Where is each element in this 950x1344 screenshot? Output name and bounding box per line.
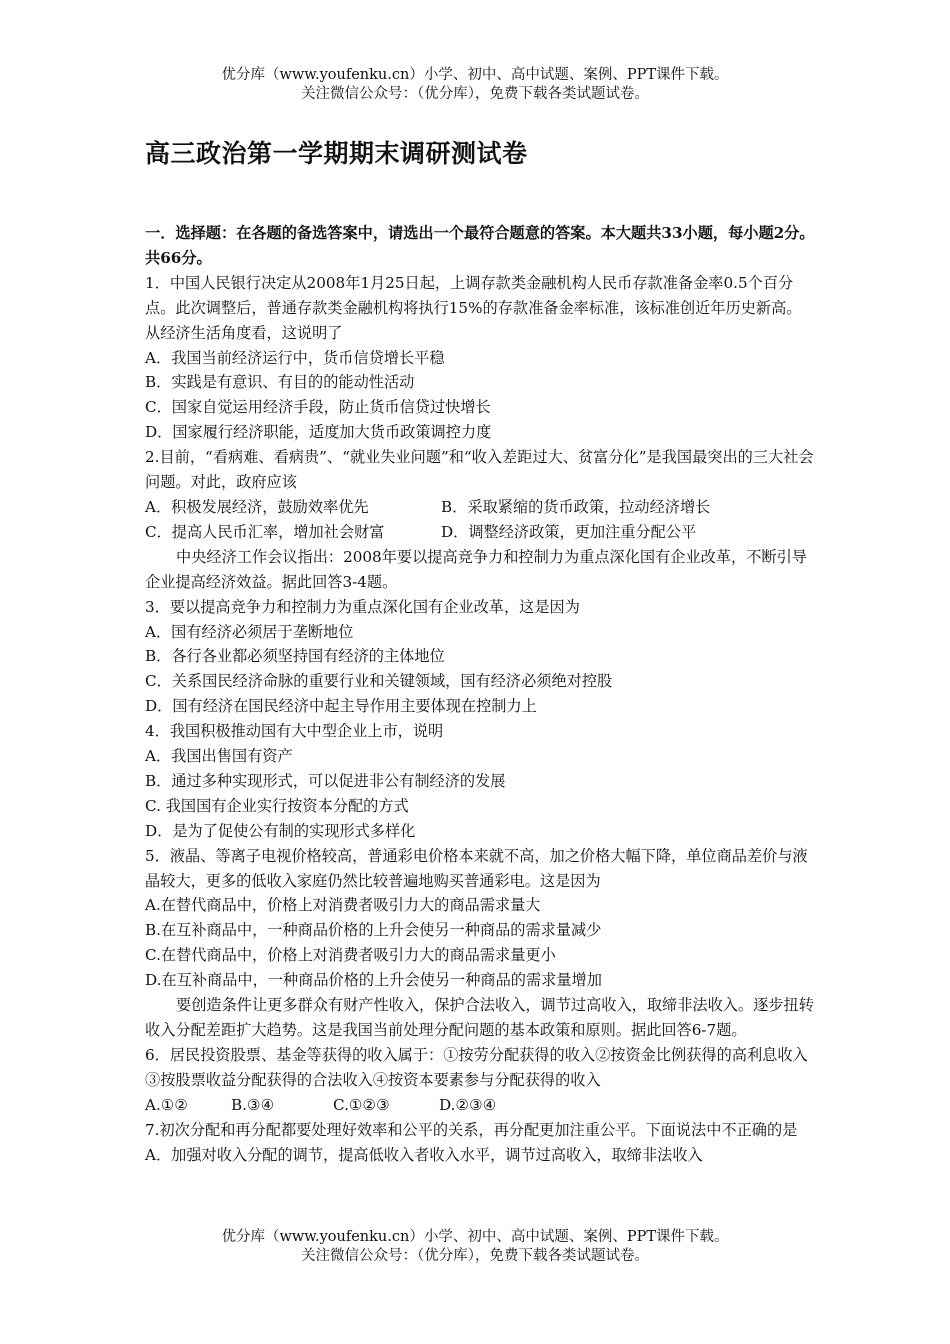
question-5-option-d: D.在互补商品中，一种商品价格的上升会使另一种商品的需求量增加 <box>145 971 602 990</box>
question-5-option-a: A.在替代商品中，价格上对消费者吸引力大的商品需求量大 <box>145 896 541 915</box>
section-heading: 一．选择题：在各题的备选答案中，请选出一个最符合题意的答案。本大题共33小题，每小题2分。共66分。 <box>145 224 815 267</box>
question-5-stem: 5．液晶、等离子电视价格较高，普通彩电价格本来就不高，加之价格大幅下降，单位商品差价与液晶较大，更多的低收入家庭仍然比较普遍地购买普通彩电。这是因为 <box>145 846 808 890</box>
question-3-option-c: C．关系国民经济命脉的重要行业和关键领域，国有经济必须绝对控股 <box>145 672 613 691</box>
question-4-stem: 4．我国积极推动国有大中型企业上市，说明 <box>145 722 444 741</box>
question-2-stem: 2.目前，“看病难、看病贵”、“就业失业问题”和“收入差距过大、贫富分化”是我国最突出的三大社会问题。对此，政府应该 <box>145 448 814 492</box>
question-2-option-d: D．调整经济政策，更加注重分配公平 <box>441 522 697 541</box>
question-1-option-c: C．国家自觉运用经济手段，防止货币信贷过快增长 <box>145 398 491 417</box>
question-3-option-b: B．各行各业都必须坚持国有经济的主体地位 <box>145 647 445 666</box>
question-4-option-c: C. 我国国有企业实行按资本分配的方式 <box>145 796 409 815</box>
question-6-options-row <box>145 1093 815 1118</box>
question-7-stem: 7.初次分配和再分配都要处理好效率和公平的关系，再分配更加注重公平。下面说法中不正确的是 <box>145 1120 798 1139</box>
page-footer <box>0 1228 950 1266</box>
question-2-options-row-2 <box>145 520 815 545</box>
question-6-option-d: D.②③④ <box>439 1095 497 1114</box>
question-3-option-a: A．国有经济必须居于垄断地位 <box>145 622 354 641</box>
footer-line-1: 优分库（www.youfenku.cn）小学、初中、高中试题、案例、PPT课件下载。 <box>221 1229 729 1245</box>
question-2-option-b: B．采取紧缩的货币政策，拉动经济增长 <box>441 497 711 516</box>
question-1-stem: 1．中国人民银行决定从2008年1月25日起，上调存款类金融机构人民币存款准备金率0.5个百分点。此次调整后，普通存款类金融机构将执行15%的存款准备金率标准，该标准创近年历史新高。从经济生活角度看，这说明了 <box>145 273 802 342</box>
material-passage-1: 中央经济工作会议指出：2008年要以提高竞争力和控制力为重点深化国有企业改革，不断引导企业提高经济效益。据此回答3-4题。 <box>145 547 807 591</box>
question-4-option-a: A．我国出售国有资产 <box>145 747 293 766</box>
material-passage-2: 要创造条件让更多群众有财产性收入，保护合法收入，调节过高收入，取缔非法收入。逐步扭转收入分配差距扩大趋势。这是我国当前处理分配问题的基本政策和原则。据此回答6-7题。 <box>145 996 814 1039</box>
question-3-option-d: D．国有经济在国民经济中起主导作用主要体现在控制力上 <box>145 697 537 716</box>
question-2-option-a: A．积极发展经济，鼓励效率优先 <box>145 497 369 516</box>
question-6-option-b: B.③④ <box>231 1095 275 1114</box>
question-6-option-c: C.①②③ <box>333 1095 390 1114</box>
question-6-option-a: A.①② <box>145 1095 189 1114</box>
question-1-option-b: B．实践是有意识、有目的的能动性活动 <box>145 373 415 392</box>
question-4-option-d: D．是为了促使公有制的实现形式多样化 <box>145 821 416 840</box>
question-4-option-b: B．通过多种实现形式，可以促进非公有制经济的发展 <box>145 771 506 790</box>
footer-line-2: 关注微信公众号：（优分库），免费下载各类试题试卷。 <box>301 1248 649 1264</box>
question-5-option-c: C.在替代商品中，价格上对消费者吸引力大的商品需求量更小 <box>145 946 556 965</box>
header-line-1: 优分库（www.youfenku.cn）小学、初中、高中试题、案例、PPT课件下载。 <box>221 67 729 83</box>
page-header <box>0 66 950 104</box>
question-2-options-row-1 <box>145 495 815 520</box>
question-1-option-a: A．我国当前经济运行中，货币信贷增长平稳 <box>145 348 445 367</box>
question-3-stem: 3．要以提高竞争力和控制力为重点深化国有企业改革，这是因为 <box>145 597 580 616</box>
question-5-option-b: B.在互补商品中，一种商品价格的上升会使另一种商品的需求量减少 <box>145 921 602 940</box>
header-line-2: 关注微信公众号：（优分库），免费下载各类试题试卷。 <box>301 86 649 102</box>
document-body <box>145 221 815 1167</box>
question-2-option-c: C．提高人民币汇率，增加社会财富 <box>145 522 385 541</box>
page-title: 高三政治第一学期期末调研测试卷 <box>145 139 528 168</box>
question-7-option-a: A．加强对收入分配的调节，提高低收入者收入水平，调节过高收入，取缔非法收入 <box>145 1145 703 1164</box>
question-1-option-d: D．国家履行经济职能，适度加大货币政策调控力度 <box>145 423 492 442</box>
question-6-stem: 6．居民投资股票、基金等获得的收入属于：①按劳分配获得的收入②按资金比例获得的高利息收入③按股票收益分配获得的合法收入④按资本要素参与分配获得的收入 <box>145 1045 808 1089</box>
